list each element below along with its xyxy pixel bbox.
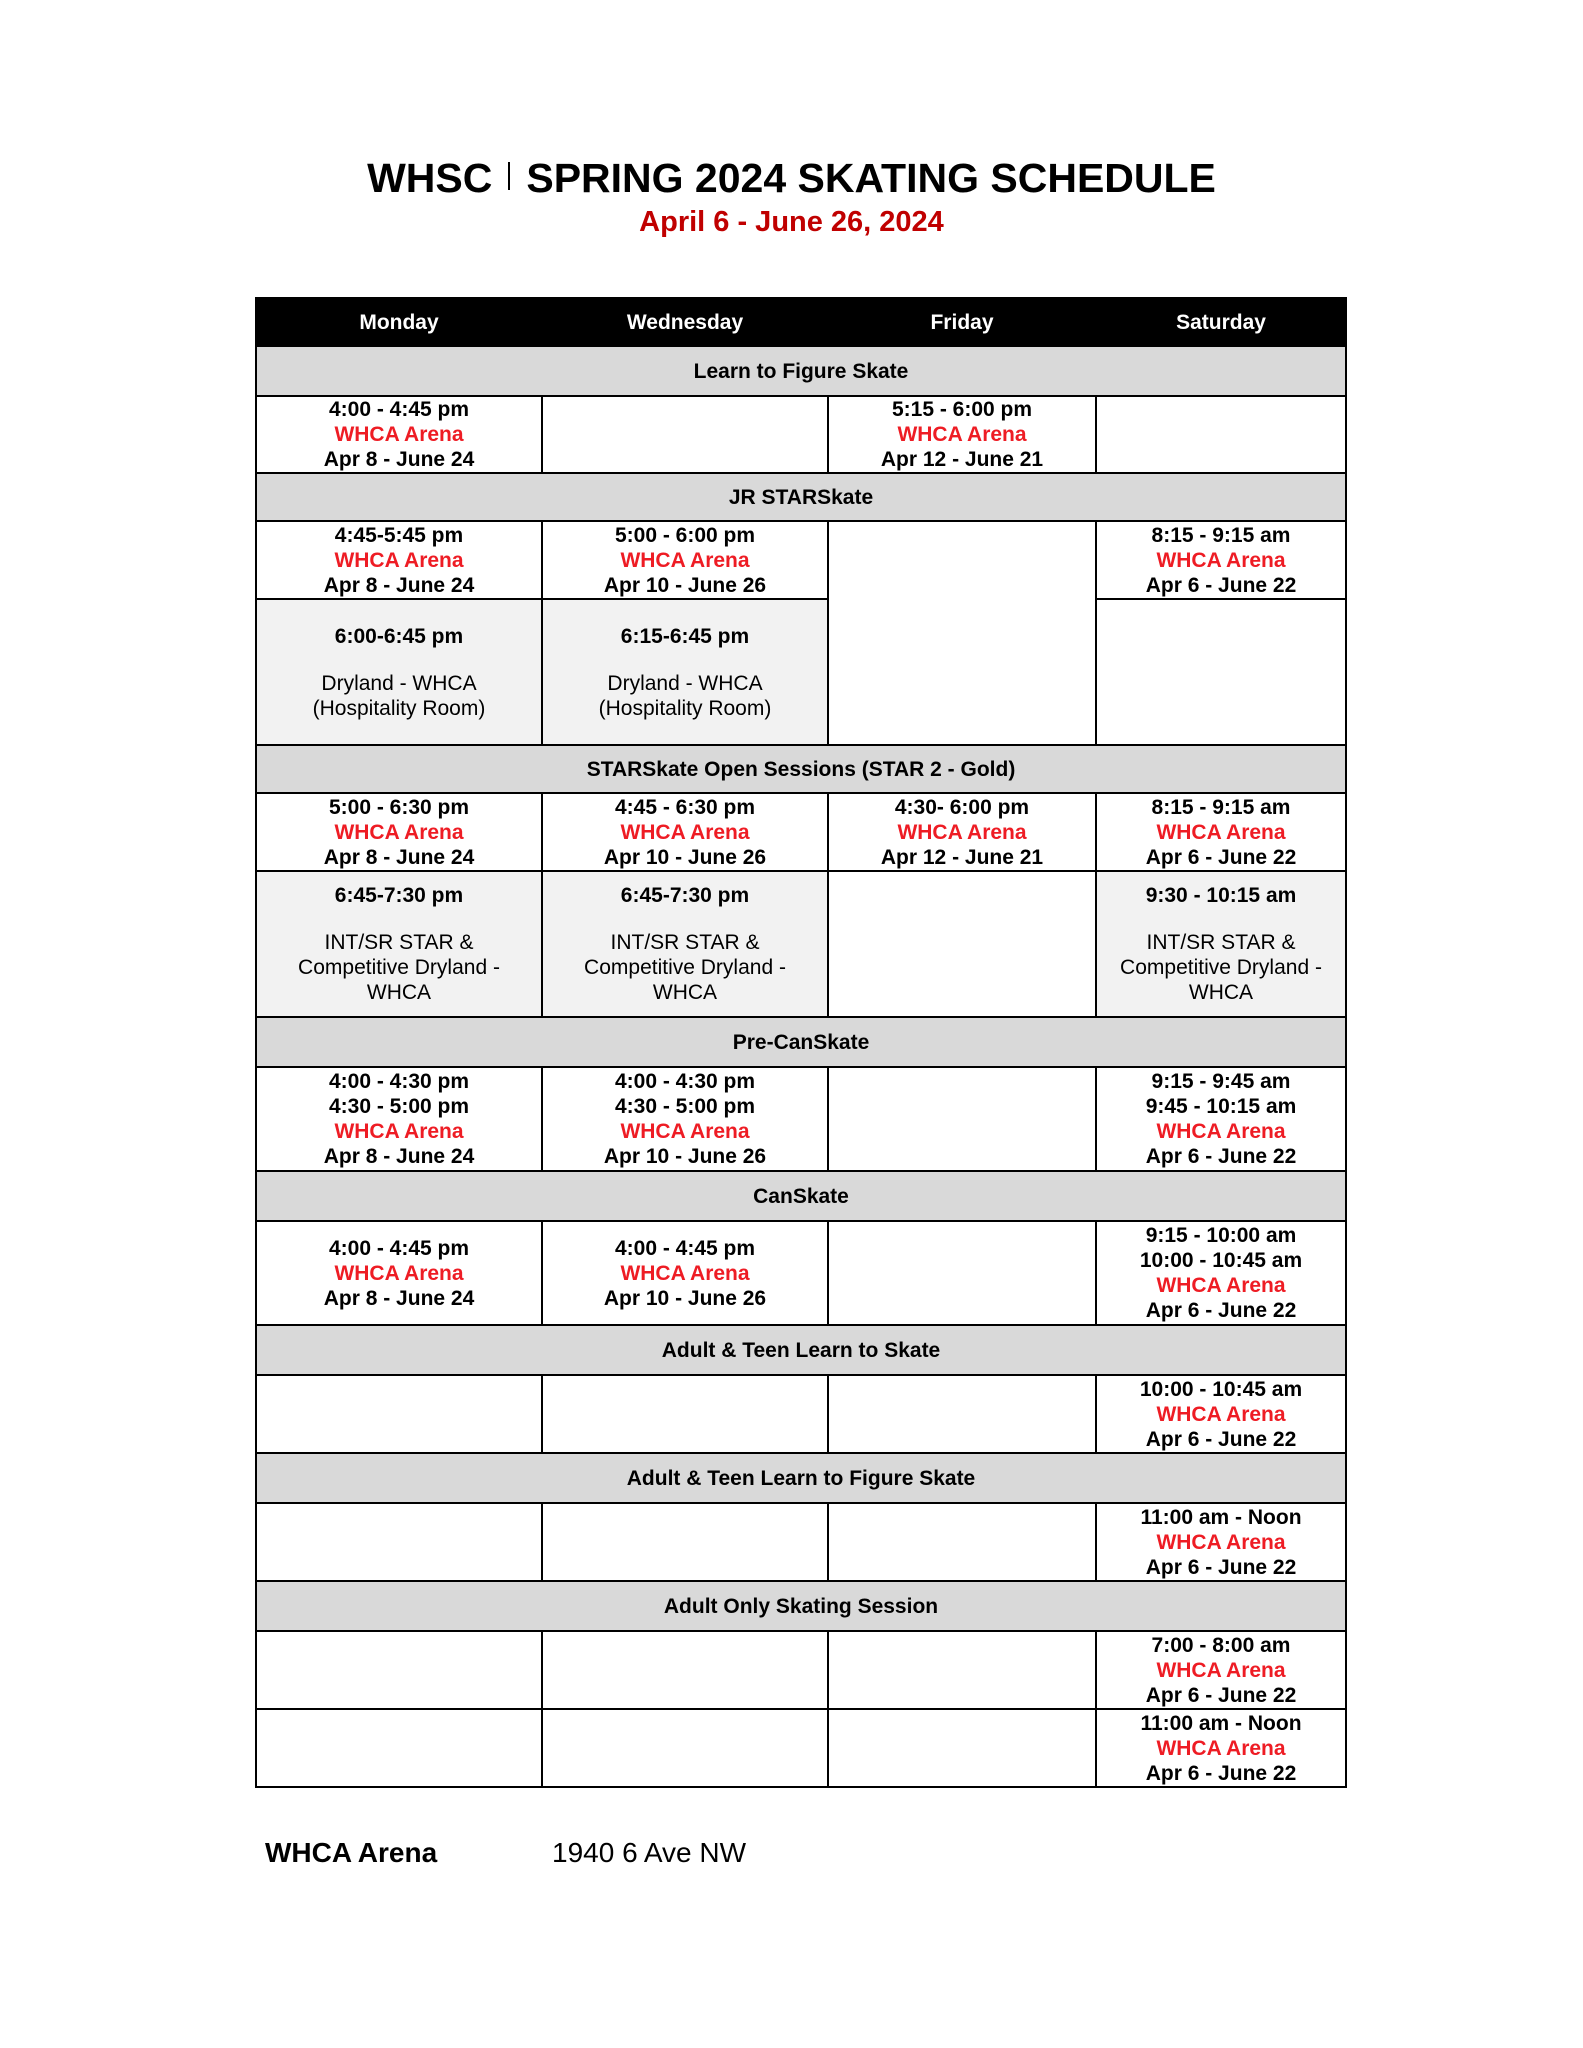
section-adult-only-skating: Adult Only Skating Session — [256, 1581, 1346, 1631]
session-time: 10:00 - 10:45 am — [1139, 1249, 1303, 1272]
atls-friday-cell — [828, 1375, 1096, 1453]
session-dates: Apr 8 - June 24 — [323, 573, 475, 597]
pre-monday-cell — [256, 1067, 542, 1171]
dryland-location: WHCA — [1188, 981, 1254, 1004]
atlfs-friday-cell — [828, 1503, 1096, 1581]
session-time: 5:15 - 6:00 pm — [891, 398, 1033, 421]
open-monday-dryland-cell — [256, 871, 542, 1017]
jr-wednesday-dryland-cell — [542, 599, 828, 745]
session-dates: Apr 10 - June 26 — [603, 1286, 767, 1310]
section-adult-teen-learn-to-figure-skate: Adult & Teen Learn to Figure Skate — [256, 1453, 1346, 1503]
session-time: 4:00 - 4:45 pm — [614, 1236, 756, 1260]
dryland-location: WHCA — [366, 981, 432, 1004]
adult-wednesday-cell-2 — [542, 1709, 828, 1787]
session-time: 4:45 - 6:30 pm — [614, 795, 756, 819]
session-dates: Apr 10 - June 26 — [603, 845, 767, 869]
open-friday-empty-cell — [828, 871, 1096, 1017]
session-dates: Apr 6 - June 22 — [1145, 845, 1297, 869]
footer-address: 1940 6 Ave NW — [552, 1837, 747, 1868]
open-wednesday-dryland-cell — [542, 871, 828, 1017]
session-time: 8:15 - 9:15 am — [1151, 795, 1291, 819]
session-dates: Apr 6 - June 22 — [1145, 1299, 1297, 1322]
table-row — [256, 793, 1346, 871]
session-time: 7:00 - 8:00 am — [1151, 1633, 1291, 1657]
day-header-monday: Monday — [256, 298, 542, 346]
session-time: 4:45-5:45 pm — [334, 523, 464, 547]
session-location: WHCA Arena — [1156, 1530, 1286, 1554]
session-dates: Apr 8 - June 24 — [323, 448, 475, 471]
atlfs-wednesday-cell — [542, 1503, 828, 1581]
can-wednesday-cell — [542, 1221, 828, 1325]
jr-saturday-empty-cell — [1096, 599, 1346, 745]
session-location: WHCA Arena — [1156, 1658, 1286, 1682]
session-time: 11:00 am - Noon — [1140, 1711, 1302, 1735]
session-time: 4:30- 6:00 pm — [894, 795, 1030, 819]
dryland-label: INT/SR STAR & — [324, 931, 474, 954]
session-time: 9:15 - 9:45 am — [1151, 1070, 1291, 1093]
atls-saturday-cell — [1096, 1375, 1346, 1453]
session-dates: Apr 12 - June 21 — [880, 845, 1044, 869]
dryland-time: 6:45-7:30 pm — [620, 884, 750, 907]
atlfs-saturday-cell — [1096, 1503, 1346, 1581]
atls-wednesday-cell — [542, 1375, 828, 1453]
schedule-table — [255, 297, 1347, 1788]
session-dates: Apr 12 - June 21 — [880, 448, 1044, 471]
session-time: 4:00 - 4:45 pm — [328, 398, 470, 421]
open-friday-cell — [828, 793, 1096, 871]
session-dates: Apr 6 - June 22 — [1145, 1145, 1297, 1168]
section-jr-starskate: JR STARSkate — [256, 473, 1346, 521]
jr-saturday-cell — [1096, 521, 1346, 599]
jr-friday-cell — [828, 521, 1096, 745]
session-time: 5:00 - 6:00 pm — [614, 523, 756, 547]
session-dates: Apr 6 - June 22 — [1145, 1761, 1297, 1785]
session-time: 4:30 - 5:00 pm — [328, 1095, 470, 1118]
session-location: WHCA Arena — [334, 820, 464, 844]
dryland-label: Competitive Dryland - — [298, 956, 500, 979]
session-dates: Apr 6 - June 22 — [1145, 1683, 1297, 1707]
table-row — [256, 599, 1346, 745]
adult-monday-cell — [256, 1631, 542, 1709]
session-location: WHCA Arena — [620, 820, 750, 844]
session-location: WHCA Arena — [1156, 1274, 1286, 1297]
session-location: WHCA Arena — [1156, 1120, 1286, 1143]
open-wednesday-cell — [542, 793, 828, 871]
dryland-label: Dryland - WHCA — [321, 671, 477, 695]
session-location: WHCA Arena — [897, 423, 1027, 446]
open-saturday-dryland-cell — [1096, 871, 1346, 1017]
dryland-label: INT/SR STAR & — [1146, 931, 1296, 954]
session-time: 9:45 - 10:15 am — [1145, 1095, 1297, 1118]
table-row — [256, 1375, 1346, 1453]
day-header-friday: Friday — [828, 298, 1096, 346]
can-friday-cell — [828, 1221, 1096, 1325]
table-row — [256, 521, 1346, 599]
table-row — [256, 871, 1346, 1017]
adult-friday-cell — [828, 1631, 1096, 1709]
session-dates: Apr 6 - June 22 — [1145, 573, 1297, 597]
session-location: WHCA Arena — [1156, 1736, 1286, 1760]
session-time: 4:30 - 5:00 pm — [614, 1095, 756, 1118]
dryland-time: 6:15-6:45 pm — [620, 624, 750, 648]
session-location: WHCA Arena — [1156, 820, 1286, 844]
pre-saturday-cell — [1096, 1067, 1346, 1171]
dryland-time: 6:45-7:30 pm — [334, 884, 464, 907]
pre-friday-cell — [828, 1067, 1096, 1171]
adult-saturday-cell-2 — [1096, 1709, 1346, 1787]
adult-friday-cell-2 — [828, 1709, 1096, 1787]
section-pre-canskate: Pre-CanSkate — [256, 1017, 1346, 1067]
table-row — [256, 1067, 1346, 1171]
session-location: WHCA Arena — [334, 1261, 464, 1285]
jr-monday-cell — [256, 521, 542, 599]
session-time: 8:15 - 9:15 am — [1151, 523, 1291, 547]
open-saturday-cell — [1096, 793, 1346, 871]
open-monday-cell — [256, 793, 542, 871]
dryland-time: 9:30 - 10:15 am — [1145, 884, 1297, 907]
table-row — [256, 1631, 1346, 1709]
session-dates: Apr 6 - June 22 — [1145, 1427, 1297, 1451]
session-location: WHCA Arena — [1156, 548, 1286, 572]
title-org: WHSC — [367, 155, 493, 201]
ltfs-friday-cell — [828, 396, 1096, 473]
jr-monday-dryland-cell — [256, 599, 542, 745]
dryland-label: Competitive Dryland - — [584, 956, 786, 979]
ltfs-monday-cell — [256, 396, 542, 473]
atls-monday-cell — [256, 1375, 542, 1453]
session-location: WHCA Arena — [620, 548, 750, 572]
adult-wednesday-cell — [542, 1631, 828, 1709]
session-dates: Apr 8 - June 24 — [323, 845, 475, 869]
dryland-label: INT/SR STAR & — [610, 931, 760, 954]
title-main: SPRING 2024 SKATING SCHEDULE — [526, 155, 1216, 201]
pre-wednesday-cell — [542, 1067, 828, 1171]
page-title — [0, 152, 1583, 204]
ltfs-saturday-cell — [1096, 396, 1346, 473]
atlfs-monday-cell — [256, 1503, 542, 1581]
session-time: 11:00 am - Noon — [1140, 1505, 1302, 1529]
session-location: WHCA Arena — [334, 548, 464, 572]
dryland-label: Dryland - WHCA — [607, 671, 763, 695]
ltfs-wednesday-cell — [542, 396, 828, 473]
jr-wednesday-cell — [542, 521, 828, 599]
session-location: WHCA Arena — [897, 820, 1027, 844]
session-dates: Apr 8 - June 24 — [323, 1286, 475, 1310]
day-header-row — [256, 298, 1346, 346]
session-time: 9:15 - 10:00 am — [1145, 1224, 1297, 1247]
dryland-label: Competitive Dryland - — [1120, 956, 1322, 979]
session-dates: Apr 10 - June 26 — [603, 573, 767, 597]
table-row — [256, 1503, 1346, 1581]
dryland-time: 6:00-6:45 pm — [334, 624, 464, 648]
day-header-wednesday: Wednesday — [542, 298, 828, 346]
dryland-location: WHCA — [652, 981, 718, 1004]
session-time: 10:00 - 10:45 am — [1139, 1377, 1303, 1401]
table-row — [256, 396, 1346, 473]
session-location: WHCA Arena — [620, 1120, 750, 1143]
title-separator — [508, 162, 510, 190]
session-time: 4:00 - 4:30 pm — [614, 1070, 756, 1093]
date-range-subtitle: April 6 - June 26, 2024 — [639, 206, 944, 238]
section-learn-to-figure-skate: Learn to Figure Skate — [256, 346, 1346, 396]
session-location: WHCA Arena — [620, 1261, 750, 1285]
adult-monday-cell-2 — [256, 1709, 542, 1787]
session-location: WHCA Arena — [334, 423, 464, 446]
session-dates: Apr 10 - June 26 — [603, 1145, 767, 1168]
session-location: WHCA Arena — [334, 1120, 464, 1143]
session-time: 4:00 - 4:30 pm — [328, 1070, 470, 1093]
table-row — [256, 1709, 1346, 1787]
dryland-room: (Hospitality Room) — [598, 696, 772, 720]
session-time: 4:00 - 4:45 pm — [328, 1236, 470, 1260]
session-dates: Apr 8 - June 24 — [323, 1145, 475, 1168]
table-row — [256, 1221, 1346, 1325]
dryland-room: (Hospitality Room) — [312, 696, 486, 720]
footer-location-name: WHCA Arena — [265, 1837, 438, 1868]
session-time: 5:00 - 6:30 pm — [328, 795, 470, 819]
section-starskate-open: STARSkate Open Sessions (STAR 2 - Gold) — [256, 745, 1346, 793]
section-adult-teen-learn-to-skate: Adult & Teen Learn to Skate — [256, 1325, 1346, 1375]
can-monday-cell — [256, 1221, 542, 1325]
section-canskate: CanSkate — [256, 1171, 1346, 1221]
day-header-saturday: Saturday — [1096, 298, 1346, 346]
session-dates: Apr 6 - June 22 — [1145, 1555, 1297, 1579]
can-saturday-cell — [1096, 1221, 1346, 1325]
adult-saturday-cell-1 — [1096, 1631, 1346, 1709]
session-location: WHCA Arena — [1156, 1402, 1286, 1426]
